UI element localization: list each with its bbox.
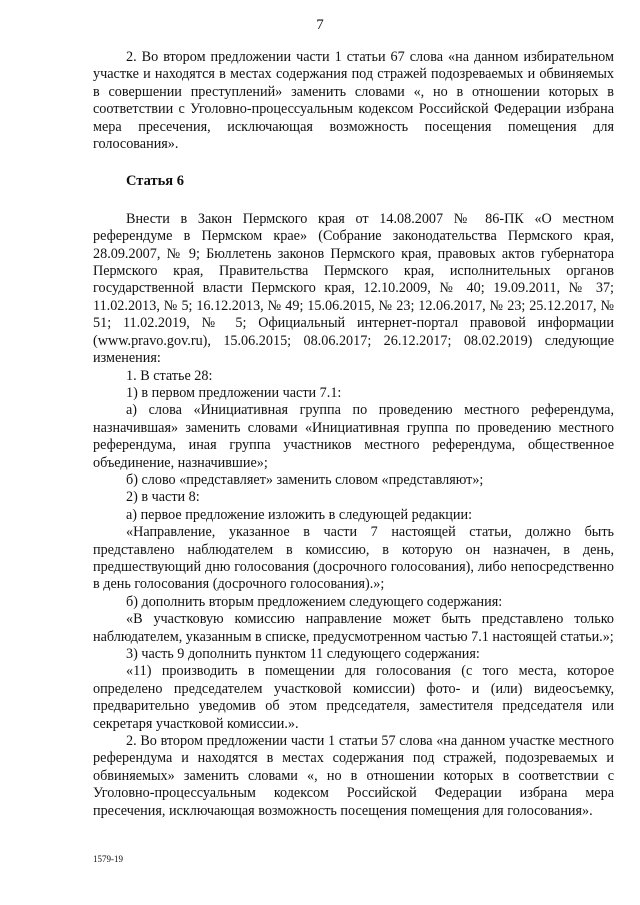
- paragraph-article5-item2: 2. Во втором предложении части 1 статьи 67 слова «на данном избирательном участке и находятся в местах содержания под стражей подозреваемых и обвиняемых в совершении преступлений» заменить словами «, но в отношении которых в соответствии с Уголовно-процессуальным кодексом Российской Федерации избрана мера пресечения, исключающая возможность посещения помещения для голосования».: [93, 49, 614, 153]
- paragraph-quote-3: «11) производить в помещении для голосования (с того места, которое определено председателем участковой комиссии) фото- и (или) видеосъемку, предварительно уведомив об этом председателя, заместителя председателя или секретаря участковой комиссии.».: [93, 663, 614, 732]
- spacer: [93, 191, 614, 211]
- paragraph-subitem-1b: б) слово «представляет» заменить словом «представляют»;: [126, 471, 484, 488]
- paragraph-quote-2a: «Направление, указанное в части 7 настоящей статьи, должно быть представлено наблюдателем в комиссию, в которую он назначен, в день, предшествующий дню голосования (досрочного голосования), либо непосредственно в день голосования (досрочного голосования).»;: [93, 524, 614, 593]
- paragraph-subitem-2b: б) дополнить вторым предложением следующего содержания:: [126, 593, 503, 610]
- paragraph-subitem-1: 1) в первом предложении части 7.1:: [126, 384, 342, 401]
- document-code: 1579-19: [93, 854, 123, 864]
- paragraph-subitem-1a: а) слова «Инициативная группа по проведению местного референдума, назначившая» заменить словами «Инициативная группа по проведению местного референдума, иная группа участников местного референдума, общественное объединение, назначившие»;: [93, 402, 614, 471]
- paragraph-subitem-2a: а) первое предложение изложить в следующей редакции:: [126, 506, 473, 523]
- article-heading: Статья 6: [126, 173, 184, 190]
- paragraph-subitem-2: 2) в части 8:: [126, 489, 200, 506]
- paragraph-quote-2b: «В участковую комиссию направление может быть представлено только наблюдателем, указанным в списке, предусмотренном частью 7.1 настоящей статьи.»;: [93, 611, 614, 645]
- paragraph-intro: Внести в Закон Пермского края от 14.08.2007 № 86-ПК «О местном референдуме в Пермском крае» (Собрание законодательства Пермского края, 28.09.2007, № 9; Бюллетень законов Пермского края, правовых актов губернатора Пермского края, Правительства Пермского края, исполнительных органов государственной власти Пермского края, 12.10.2009, № 40; 19.09.2011, № 37; 11.02.2013, № 5; 16.12.2013, № 49; 15.06.2015, № 23; 12.06.2017, № 23; 25.12.2017, № 51; 11.02.2019, № 5; Официальный интернет-портал правовой информации (www.pravo.gov.ru), 15.06.2015; 08.06.2017; 26.12.2017; 08.02.2019) следующие изменения:: [93, 210, 614, 367]
- page-number: 7: [316, 17, 324, 33]
- paragraph-item-1: 1. В статье 28:: [126, 367, 213, 384]
- document-body: [93, 49, 614, 820]
- spacer: [93, 153, 614, 173]
- paragraph-item-2: 2. Во втором предложении части 1 статьи 57 слова «на данном участке местного референдума и находятся в местах содержания под стражей, подозреваемых и обвиняемых» заменить словами «, но в отношении которых в соответствии с Уголовно-процессуальным кодексом Российской Федерации избрана мера пресечения, исключающая возможность посещения помещения для голосования».: [93, 733, 614, 819]
- paragraph-subitem-3: 3) часть 9 дополнить пунктом 11 следующего содержания:: [126, 646, 480, 662]
